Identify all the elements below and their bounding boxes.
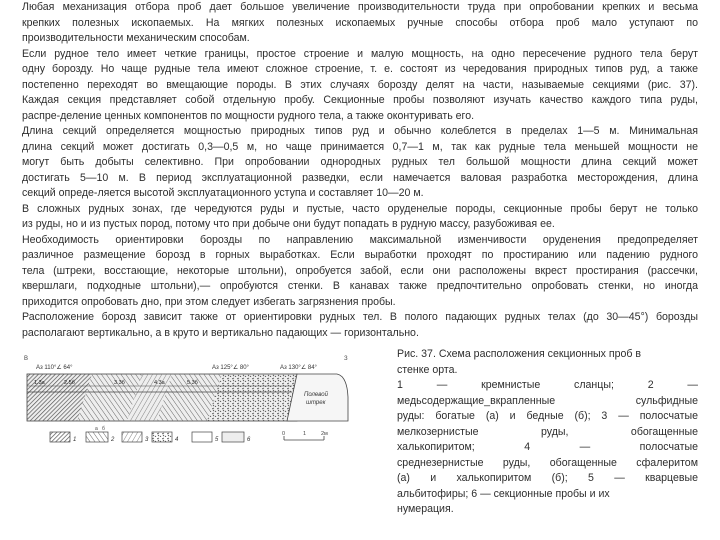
- text-line: распре-деление ценных компонентов по мощности рудного тела, а также оконтуривать его.: [22, 109, 475, 122]
- legend-number: 3: [145, 437, 149, 443]
- text-line: из руды, но и из пустых пород, потому что при добыче они будут попадать в рудную массу, разубоживая ее.: [22, 218, 555, 230]
- figure-37-ort-wall-diagram: [22, 352, 362, 452]
- sample-number: 5.3б: [187, 380, 198, 386]
- text-line: крепких полезных ископаемых. На мягких полезных ископаемых ручные способы отбора проб мало уступают по: [22, 16, 698, 29]
- text-line: Расположение борозд зависит также от ориентировки рудных тел. В полого падающих рудных телах (до 30—45°) борозды: [22, 311, 698, 323]
- azimuth-label: Аз 110°∠ 64°: [36, 365, 73, 371]
- legend-swatch: [192, 432, 212, 442]
- caption-line: стенке орта.: [397, 363, 458, 376]
- legend-swatch: [152, 432, 172, 442]
- text-line: секций опреде-ляется высотой эксплуатационного уступа и составляет 10—20 м.: [22, 187, 424, 199]
- drift-label: штрек: [306, 400, 326, 406]
- legend-number: 1: [73, 437, 77, 443]
- text-line: Если рудное тело имеет четкие границы, простое строение и малую мощность, на одно пересечение рудного тела берут: [22, 47, 698, 60]
- caption-line: среднезернистые руды, обогащенные сфалеритом: [397, 456, 698, 469]
- text-line: тела (штреки, восстающие, некоторые штольни), опробуется забой, если они расположены вкрест простирания (рассечки,: [22, 264, 698, 277]
- caption-line: альбитофиры; 6 — секционные пробы и их: [397, 487, 610, 500]
- paragraph: [22, 233, 698, 311]
- azimuth-label: Аз 125°∠ 80°: [212, 365, 249, 371]
- legend-swatch: [86, 432, 108, 442]
- text-line: одну борозду. Но чаще рудные тела имеют сложное строение, т. е. состоят из чередования природных типов руд, а также: [22, 63, 698, 75]
- text-line: производительности механическим способам.: [22, 32, 250, 44]
- paragraph: [22, 202, 698, 233]
- scale-tick: 2м: [321, 431, 328, 437]
- caption-line: халькопиритом; 4 — полосчатые: [397, 441, 698, 453]
- sample-number: 3.3б: [114, 380, 125, 386]
- text-line: длина секций может достигать 0,3—0,5 м, но чаще принимается 0,7—1 м, так как рудные тела меньшей мощности не: [22, 140, 698, 153]
- caption-line: Рис. 37. Схема расположения секционных проб в: [397, 348, 642, 360]
- paragraph: [22, 124, 698, 202]
- drift-label: Полевой: [304, 392, 328, 398]
- paragraph: [22, 0, 698, 47]
- text-line: квершлаги, подходные штольни),— опробуются стенки. В канавах также предпочтительно опробовать стенки, но иногда: [22, 280, 698, 292]
- text-line: Любая механизация отбора проб дает большое увеличение производительности труда при опробовании крепких и весьма: [22, 1, 698, 13]
- paragraph: [22, 310, 698, 341]
- text-line: различное размещение борозд в горных выработках. Если выработки проходят по простиранию или падению рудного: [22, 249, 698, 261]
- text-line: могут быть добыты селективно. При опробовании однородных рудных тел большой мощности длина секций может: [22, 156, 698, 168]
- scale-bar: [282, 431, 328, 440]
- legend-number: 6: [247, 437, 251, 443]
- corner-label-left: В: [24, 356, 29, 362]
- figure-caption: [397, 347, 698, 518]
- legend-number: 2: [111, 437, 115, 443]
- caption-line: мелкозернистые руды, обогащенные: [397, 425, 698, 438]
- legend-swatch: [50, 432, 70, 442]
- caption-line: (а) и халькопиритом (б); 5 — кварцевые: [397, 472, 698, 484]
- scale-tick: 1: [303, 431, 307, 437]
- legend-swatch: [222, 432, 244, 442]
- document-body: [22, 0, 698, 341]
- ort-wall-section: [27, 374, 348, 421]
- text-line: постепенно переходят во вмещающие породы. В этих случаях борозду делят на части, называемые секциями (рис. 37).: [22, 78, 698, 91]
- legend-number: 4: [175, 437, 179, 443]
- legend-swatch: [122, 432, 142, 442]
- caption-line: 1 — кремнистые сланцы; 2 —: [397, 379, 698, 391]
- caption-line: нумерация.: [397, 503, 454, 515]
- text-line: достигать 5—10 м. В период эксплуатационной разведки, если намечается валовая разработка месторождения, длина: [22, 171, 698, 184]
- legend-sub-b: б: [102, 426, 105, 432]
- scale-tick: 0: [282, 431, 286, 437]
- corner-label-right: З: [344, 356, 348, 362]
- legend-sub-a: а: [95, 426, 98, 432]
- text-line: располагают вертикально, а в круто и вертикально падающих — горизонтально.: [22, 326, 419, 339]
- text-line: Длина секций определяется мощностью природных типов руд и обычно колеблется в пределах 1—5 м. Минимальная: [22, 125, 698, 137]
- text-line: Каждая секция представляет собой отдельную пробу. Секционные пробы позволяют изучать качество каждого типа руды,: [22, 94, 698, 106]
- caption-line: медьсодержащие_вкрапленные сульфидные: [397, 394, 698, 407]
- text-line: В сложных рудных зонах, где чередуются руды и пустые, часто оруденелые породы, секционные пробы берут не только: [22, 202, 698, 215]
- text-line: Необходимость ориентировки борозды по направлению максимальной изменчивости оруденения предопределяет: [22, 233, 698, 246]
- sample-number: 2.5б: [64, 380, 75, 386]
- legend-number: 5: [215, 437, 219, 443]
- azimuth-label: Аз 130°∠ 84°: [280, 365, 317, 371]
- paragraph: [22, 47, 698, 125]
- sample-number: 4.3а: [154, 380, 165, 386]
- text-line: приходится опробовать дно, при этом следует избегать загрязнения пробы.: [22, 295, 396, 308]
- caption-line: руды: богатые (а) и бедные (б); 3 — полосчатые: [397, 410, 698, 422]
- sample-number: 1.3а: [34, 380, 45, 386]
- figure-legend: [50, 432, 251, 443]
